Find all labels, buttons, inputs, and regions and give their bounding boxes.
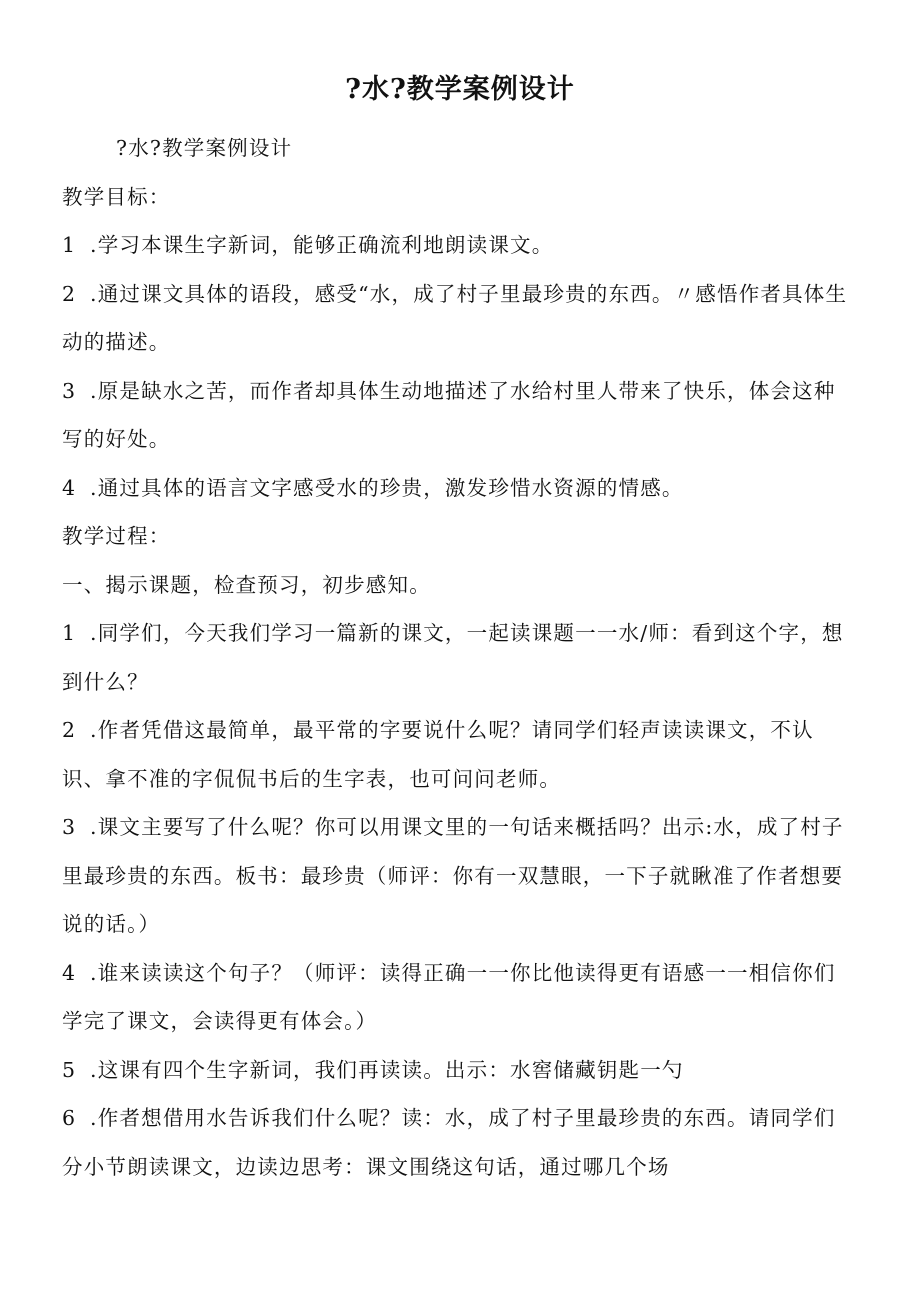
paragraph-text: .同学们，今天我们学习一篇新的课文，一起读课题一一水/师：看到这个字，想到什么？ [62,621,844,694]
paragraph [62,609,852,706]
paragraph-text: 一、揭示课题，检查预习，初步感知。 [62,572,431,597]
paragraph-text: .谁来读读这个句子？（师评：读得正确一一你比他读得更有语感一一相信你们学完了课文，会读得更有体会。） [62,960,836,1033]
paragraph [62,561,852,610]
paragraph-number: 1 [62,233,77,257]
paragraph-number: 2 [62,718,77,742]
paragraph [62,464,852,513]
paragraph-text: 教学过程： [62,524,171,548]
paragraph [62,512,852,561]
paragraph-text: .作者想借用水告诉我们什么呢？读：水，成了村子里最珍贵的东西。请同学们分小节朗读课文，边读边思考：课文围绕这句话，通过哪几个场 [62,1106,836,1179]
paragraph-text: .通过具体的语言文字感受水的珍贵，激发珍惜水资源的情感。 [90,475,684,500]
paragraph [62,367,852,464]
document-title: ?水?教学案例设计 [345,74,575,105]
paragraph [62,221,852,270]
paragraph-number: 5 [62,1057,77,1082]
paragraph-number: 1 [62,621,77,645]
paragraph-text: .课文主要写了什么呢？你可以用课文里的一句话来概括吗？出示:水，成了村子里最珍贵的东西。板书：最珍贵（师评：你有一双慧眼，一下子就瞅准了作者想要说的话。） [62,815,844,936]
paragraph [62,706,852,803]
paragraph-number: 3 [62,815,77,839]
document-subtitle: ?水?教学案例设计 [116,136,293,160]
paragraph [62,949,852,1046]
paragraph-text: .原是缺水之苦，而作者却具体生动地描述了水给村里人带来了快乐，体会这种写的好处。 [62,378,836,451]
paragraph-text: 教学目标： [62,184,171,209]
paragraph-number: 4 [62,960,77,985]
paragraph [62,803,852,949]
paragraph [62,173,852,222]
document-body [62,124,852,1191]
paragraph [62,270,852,367]
paragraph-number: 4 [62,475,77,500]
paragraph-text: .学习本课生字新词，能够正确流利地朗读课文。 [90,233,554,257]
paragraph-text: .这课有四个生字新词，我们再读读。出示：水窖储藏钥匙一勺 [90,1057,684,1082]
paragraph-number: 6 [62,1106,77,1130]
paragraph-number: 3 [62,378,77,403]
paragraph-text: .作者凭借这最简单，最平常的字要说什么呢？请同学们轻声读读课文，不认识、拿不准的字侃侃书后的生字表，也可问问老师。 [62,718,814,791]
paragraph [62,1046,852,1095]
paragraph-number: 2 [62,281,77,306]
paragraph-text: .通过课文具体的语段，感受“水，成了村子里最珍贵的东西。〃感悟作者具体生动的描述。 [62,281,848,354]
paragraph [62,1094,852,1191]
